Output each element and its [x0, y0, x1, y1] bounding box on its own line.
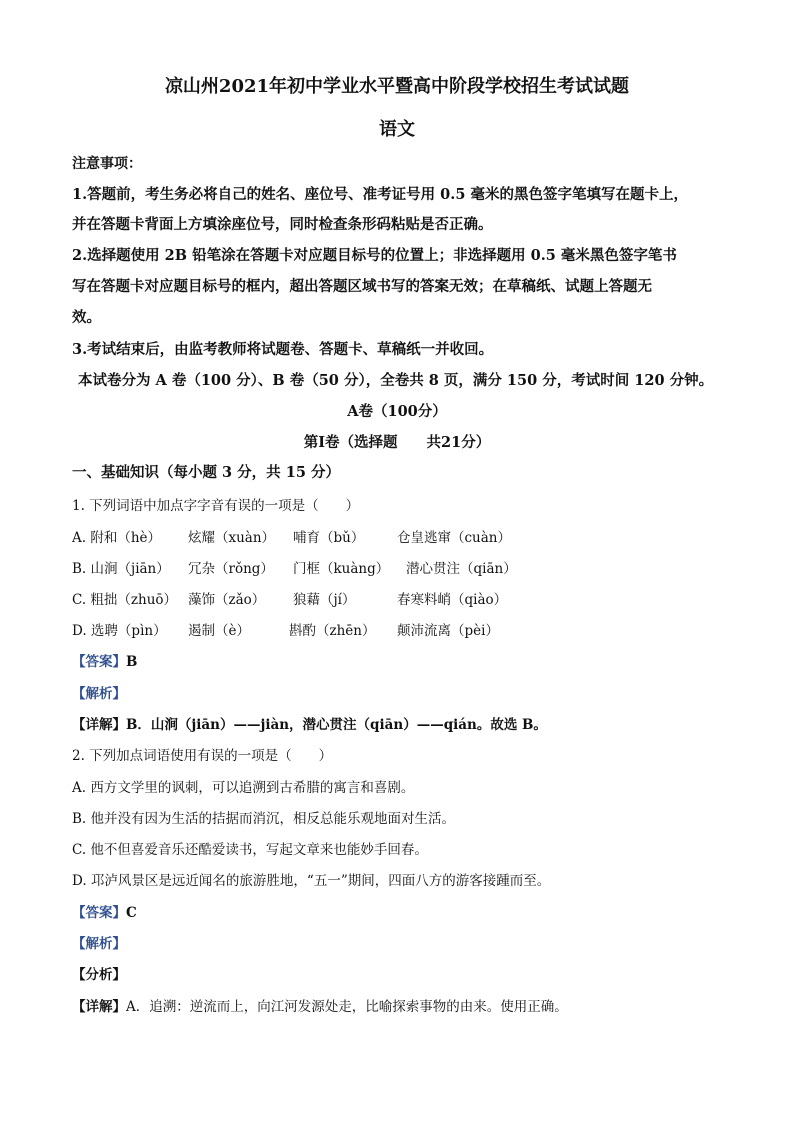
- q1-option-c-1: C. 粗拙（zhuō）: [72, 592, 178, 608]
- notice-line-6: 3.考试结束后，由监考教师将试题卷、答题卡、草稿纸一并收回。: [72, 341, 494, 358]
- notice-line-4: 写在答题卡对应题目标号的框内，超出答题区域书写的答案无效；在草稿纸、试题上答题无: [72, 278, 652, 295]
- q2-answer-value: C: [126, 905, 137, 921]
- q1-option-d-3: 斟酌（zhēn）: [289, 623, 376, 639]
- exam-summary: 本试卷分为 A 卷（100 分）、B 卷（50 分），全卷共 8 页，满分 150 分，考试时间 120 分钟。: [78, 372, 714, 389]
- part-one-heading: 第Ⅰ卷（选择题 共21分）: [303, 434, 491, 451]
- q2-detail-line: [72, 995, 568, 1015]
- q1-answer-value: B: [126, 654, 138, 670]
- q1-option-d-4: 颠沛流离（pèi）: [397, 623, 499, 639]
- q2-analysis-line: [72, 932, 126, 952]
- q1-answer-line: [72, 650, 137, 670]
- q1-option-b-4: 潜心贯注（qiān）: [406, 561, 517, 577]
- q1-option-a-3: 哺育（bǔ）: [293, 530, 365, 546]
- q1-option-b-3: 门框（kuàng）: [293, 561, 390, 577]
- volume-a-heading: A卷（100分）: [347, 403, 447, 420]
- q1-answer-tag: 【答案】: [72, 654, 126, 670]
- q1-option-b-2: 冗杂（rǒng）: [188, 561, 274, 577]
- q1-detail-tag: 【详解】: [72, 717, 126, 733]
- q2-answer-tag: 【答案】: [72, 905, 126, 921]
- q1-option-a-1: A. 附和（hè）: [72, 530, 162, 546]
- notice-heading: 注意事项：: [72, 156, 142, 172]
- q1-option-b-1: B. 山涧（jiān）: [72, 561, 170, 577]
- q1-option-c-2: 藻饰（zǎo）: [188, 592, 266, 608]
- q1-option-c-3: 狼藉（jí）: [293, 592, 356, 608]
- q1-option-c-4: 春寒料峭（qiào）: [397, 592, 508, 608]
- subject-title: 语文: [379, 119, 415, 140]
- q2-option-b: B. 他并没有因为生活的拮据而消沉，相反总能乐观地面对生活。: [72, 811, 456, 827]
- q1-option-d-1: D. 选聘（pìn）: [72, 623, 167, 639]
- notice-line-2: 并在答题卡背面上方填涂座位号，同时检查条形码粘贴是否正确。: [72, 216, 493, 233]
- q1-option-a-2: 炫耀（xuàn）: [188, 530, 276, 546]
- exam-title: 凉山州2021年初中学业水平暨高中阶段学校招生考试试题: [164, 76, 630, 97]
- q1-option-d-2: 遏制（è）: [188, 623, 250, 639]
- q1-option-a-4: 仓皇逃窜（cuàn）: [397, 530, 511, 546]
- q2-detail-text: A．追溯：逆流而上，向江河发源处走，比喻探索事物的由来。使用正确。: [126, 999, 568, 1015]
- q2-analysis-tag: 【解析】: [72, 936, 126, 952]
- q2-option-a: A. 西方文学里的讽刺，可以追溯到古希腊的寓言和喜剧。: [72, 780, 415, 796]
- q2-fenxi-tag: 【分析】: [72, 967, 126, 983]
- q2-answer-line: [72, 901, 137, 921]
- q2-option-c: C. 他不但喜爱音乐还酷爱读书，写起文章来也能妙手回春。: [72, 842, 428, 858]
- q1-stem: 1. 下列词语中加点字字音有误的一项是（ ）: [72, 498, 360, 514]
- notice-line-1: 1.答题前，考生务必将自己的姓名、座位号、准考证号用 0.5 毫米的黑色签字笔填写在题卡上，: [72, 186, 688, 203]
- notice-line-5: 效。: [72, 309, 101, 326]
- q2-fenxi-line: [72, 963, 126, 983]
- q2-option-d: D. 邛泸风景区是远近闻名的旅游胜地，“五一”期间，四面八方的游客接踵而至。: [72, 873, 551, 889]
- section-one-heading: 一、基础知识（每小题 3 分，共 15 分）: [72, 464, 340, 481]
- q2-stem: 2. 下列加点词语使用有误的一项是（ ）: [72, 748, 333, 764]
- q2-detail-tag: 【详解】: [72, 999, 126, 1015]
- q1-detail-text: B．山涧（jiān）——jiàn，潜心贯注（qiān）——qián。故选 B。: [126, 717, 547, 733]
- q1-analysis-line: [72, 682, 126, 702]
- q1-detail-line: [72, 713, 547, 733]
- notice-line-3: 2.选择题使用 2B 铅笔涂在答题卡对应题目标号的位置上；非选择题用 0.5 毫米黑色签字笔书: [72, 247, 677, 264]
- q1-analysis-tag: 【解析】: [72, 686, 126, 702]
